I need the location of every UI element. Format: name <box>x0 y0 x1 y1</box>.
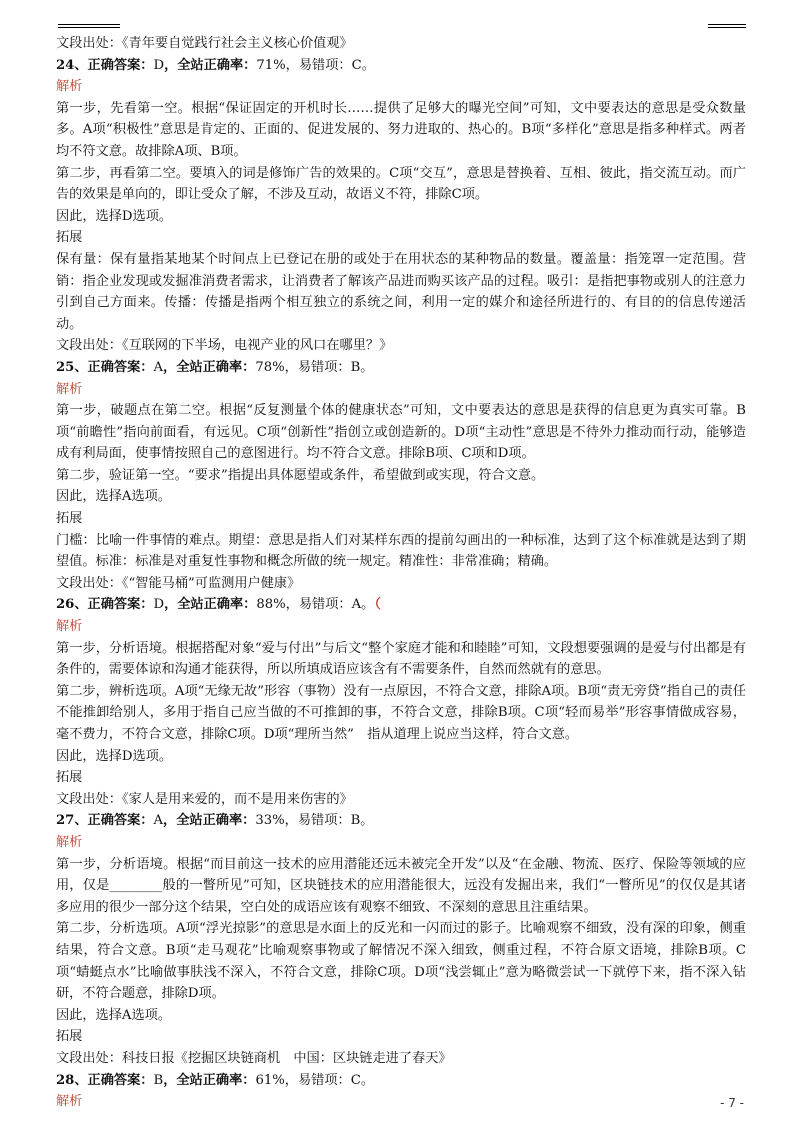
answer-pct: 61%，易错项：C。 <box>255 1072 375 1088</box>
answer-bold: 28、正确答案： <box>56 1072 154 1088</box>
answer-bold2: ，全站正确率： <box>164 597 257 613</box>
paragraph: 文段出处：《青年要自觉践行社会主义核心价值观》 <box>56 36 353 51</box>
answer-pct: 71%，易错项：C。 <box>256 57 375 73</box>
answer-bold: 26、正确答案： <box>56 597 154 613</box>
paragraph: 因此，选择D选项。 <box>56 748 173 764</box>
answer-line <box>56 357 746 379</box>
paragraph: 拓展 <box>56 230 83 246</box>
paragraph: 第一步，先看第一空。根据“保证固定的开机时长……提供了足够大的曝光空间”可知，文中要表达的意思是受众数量多。A项“积极性”意思是肯定的、正面的、促进发展的、努力进取的、热心的。B项“多样化”意思是指多种样式。两者均不符文意。故排除A项、B项。 <box>56 100 746 159</box>
paragraph: 门槛：比喻一件事情的难点。期望：意思是指人们对某样东西的提前勾画出的一种标准，达到了这个标准就是达到了期望值。标准：标准是对重复性事物和概念所做的统一规定。精准性：非常准确；精确。 <box>56 532 746 570</box>
answer-bold2: ，全站正确率： <box>163 813 256 829</box>
document-body <box>56 33 746 1113</box>
answer-bold2: ，全站正确率： <box>163 1072 256 1088</box>
answer-pct: 88%，易错项：A。 <box>256 597 375 613</box>
answer-letter: A <box>153 813 164 829</box>
answer-pct: 78%，易错项：B。 <box>255 359 374 375</box>
answer-letter: B <box>153 1072 164 1088</box>
header-rule-right <box>708 24 746 28</box>
paragraph: 第二步，再看第二空。要填入的词是修饰广告的效果的。C项“交互”，意思是替换着、互相、彼此，指交流互动。而广告的效果是单向的，即让受众了解，不涉及互动，故语义不符，排除C项。 <box>56 165 746 203</box>
section-heading-jiexi: 解析 <box>56 381 83 397</box>
answer-letter: D <box>153 57 165 73</box>
paragraph: 保有量：保有量指某地某个时间点上已登记在册的或处于在用状态的某种物品的数量。覆盖量：指笼罩一定范围。营销：指企业发现或发掘准消费者需求，让消费者了解该产品进而购买该产品的过程。吸引：是指把事物或别人的注意力引到自己方面来。传播：传播是指两个相互独立的系统之间，利用一定的媒介和途径所进行的、有目的的信息传递活动。 <box>56 251 746 332</box>
paragraph: 文段出处：《“智能马桶”可监测用户健康》 <box>56 575 301 591</box>
answer-bold2: ，全站正确率： <box>163 359 256 375</box>
answer-pct: 33%，易错项：B。 <box>255 813 374 829</box>
answer-line <box>56 594 746 616</box>
section-heading-jiexi: 解析 <box>56 834 83 850</box>
section-heading-jiexi: 解析 <box>56 79 83 95</box>
answer-bold: 25、正确答案： <box>56 359 154 375</box>
paragraph: 文段出处：《家人是用来爱的，而不是用来伤害的》 <box>56 791 353 807</box>
paragraph: 第一步，破题点在第二空。根据“反复测量个体的健康状态”可知，文中要表达的意思是获得的信息更为真实可靠。B项“前瞻性”指向前面看，有远见。C项“创新性”指创立或创造新的。D项“主动性”意思是不待外力推动而行动，能够造成有利局面，使事情按照自己的意图进行。均不符合文意。排除B项、C项和D项。 <box>56 403 746 462</box>
paragraph: 第一步，分析语境。根据搭配对象“爱与付出”与后文“整个家庭才能和和睦睦”可知，文段想要强调的是爱与付出都是有条件的，需要体谅和沟通才能获得，所以所填成语应该含有不需要条件，自然而然就有的意思。 <box>56 640 746 678</box>
answer-line <box>56 55 746 77</box>
answer-line <box>56 810 746 832</box>
answer-bold: 24、正确答案： <box>56 57 154 73</box>
paragraph: 因此，选择D选项。 <box>56 208 173 224</box>
paragraph: 因此，选择A选项。 <box>56 1007 172 1023</box>
paragraph: 第一步，分析语境。根据“而目前这一技术的应用潜能还远未被完全开发”以及“在金融、物流、医疗、保险等领域的应用，仅是________般的一瞥所见”可知，区块链技术的应用潜能很大，远没有发掘出来，我们“一瞥所见”的仅仅是其诸多应用的很少一部分这个结果，空白处的成语应该有观察不细致、不深刻的意思且注重结果。 <box>56 856 746 915</box>
answer-letter: D <box>153 597 165 613</box>
paragraph: 第二步，辨析选项。A项“无缘无故”形容（事物）没有一点原因，不符合文意，排除A项。B项“责无旁贷”指自己的责任不能推卸给别人，多用于指自己应当做的不可推卸的事，不符合文意，排除B项。C项“轻而易举”形容事情做成容易，毫不费力，不符合文意，排除C项。D项“理所当然” 指从道理上说应当这样，符合文意。 <box>56 683 746 742</box>
paragraph: 文段出处：《互联网的下半场，电视产业的风口在哪里？》 <box>56 338 393 354</box>
header-rule-left <box>58 24 120 28</box>
paragraph: 拓展 <box>56 511 83 527</box>
section-heading-jiexi: 解析 <box>56 619 83 635</box>
page-number: - 7 - <box>720 1096 744 1110</box>
paragraph: 拓展 <box>56 1029 83 1045</box>
answer-letter: A <box>153 359 164 375</box>
paragraph: 因此，选择A选项。 <box>56 489 172 505</box>
paragraph: 拓展 <box>56 770 83 786</box>
paragraph: 第二步，分析选项。A项“浮光掠影”的意思是水面上的反光和一闪而过的影子。比喻观察不细致，没有深的印象，侧重结果，符合文意。B项“走马观花”比喻观察事物或了解情况不深入细致，侧重过程，不符合原文语境，排除B项。C项“蜻蜓点水”比喻做事肤浅不深入，不符合文意，排除C项。D项“浅尝辄止”意为略微尝试一下就停下来，指不深入钻研，不符合题意，排除D项。 <box>56 921 746 1002</box>
paragraph: 第二步，验证第一空。“要求”指提出具体愿望或条件，希望做到或实现，符合文意。 <box>56 467 545 483</box>
answer-line <box>56 1070 746 1092</box>
answer-mark: （ <box>374 597 381 613</box>
answer-bold: 27、正确答案： <box>56 813 154 829</box>
section-heading-jiexi: 解析 <box>56 1094 83 1110</box>
answer-bold2: ，全站正确率： <box>164 57 257 73</box>
paragraph: 文段出处：科技日报《挖掘区块链商机 中国：区块链走进了春天》 <box>56 1050 452 1066</box>
